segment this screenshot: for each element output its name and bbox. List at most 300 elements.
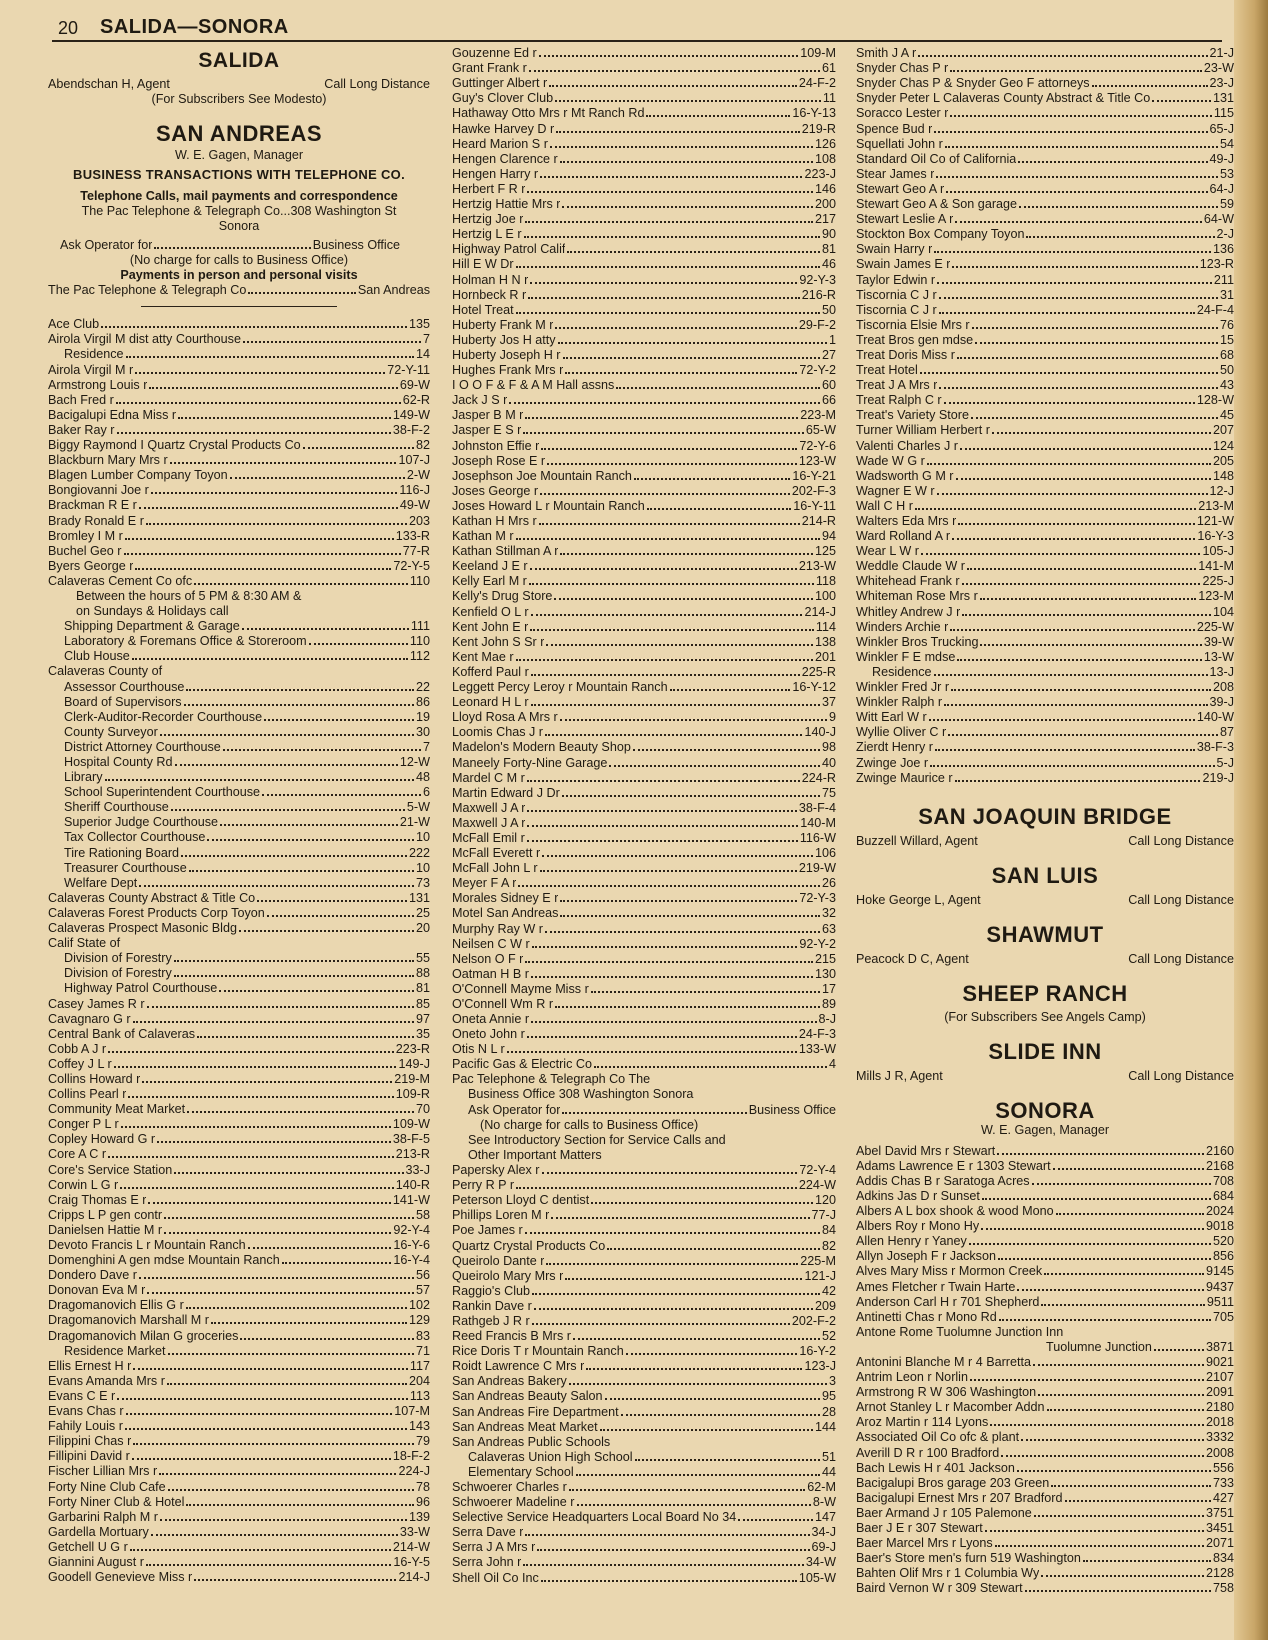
listing-phone: 126	[814, 136, 836, 151]
listing-name: Joseph Rose E r	[452, 453, 546, 468]
listing-row	[856, 559, 1234, 574]
listing-row	[452, 257, 836, 272]
leader-dots	[577, 1504, 811, 1506]
leader-dots	[562, 1112, 746, 1114]
listing-row	[48, 1087, 430, 1102]
listing-name: Clerk-Auditor-Recorder Courthouse	[64, 709, 263, 724]
listing-row	[856, 378, 1234, 393]
listing-name: Taylor Edwin r	[856, 272, 936, 287]
leader-dots	[962, 583, 1201, 585]
listing-name: Treat Doris Miss r	[856, 347, 955, 362]
leader-dots	[516, 1187, 797, 1189]
listing-row	[48, 498, 430, 513]
listing-name: Domenghini A gen mdse Mountain Ranch	[48, 1253, 280, 1268]
listing-name: Zwinge Joe r	[856, 755, 929, 770]
listing-name: Loomis Chas J r	[452, 725, 543, 740]
listing-phone: 34-W	[805, 1555, 836, 1570]
listing-name: Bach Fred r	[48, 392, 114, 407]
listing-row	[452, 1570, 836, 1585]
listing-row	[48, 1495, 430, 1510]
listing-name: Tiscornia C J r	[856, 302, 937, 317]
town-heading-sonora: SONORA	[995, 1097, 1095, 1123]
listing-row	[452, 1495, 836, 1510]
listing-name: Standard Oil Co of California	[856, 151, 1017, 166]
listing-phone: 217	[814, 212, 836, 227]
listing-name: Board of Supervisors	[64, 694, 182, 709]
listing-row	[48, 830, 430, 845]
listing-name: Filippini Chas r	[48, 1434, 132, 1449]
leader-dots	[550, 146, 813, 148]
listing-row	[48, 1525, 430, 1540]
listing-row	[856, 1249, 1234, 1264]
leader-dots	[211, 1322, 407, 1324]
business-office-label: Business Office	[312, 238, 400, 253]
listing-name: Residence Market	[64, 1343, 166, 1358]
listing-name: San Andreas Fire Department	[452, 1404, 619, 1419]
listing-name: Baird Vernon W r 309 Stewart	[856, 1581, 1023, 1596]
listing-name: Adams Lawrence E r 1303 Stewart	[856, 1158, 1051, 1173]
listing-name: Evans C E r	[48, 1388, 116, 1403]
listing-row	[452, 197, 836, 212]
listing-row	[856, 363, 1234, 378]
listing-name: Antonini Blanche M r 4 Barretta	[856, 1355, 1032, 1369]
leader-dots	[167, 1383, 407, 1385]
listing-name: Rathgeb J R r	[452, 1313, 530, 1328]
listing-name: Core's Service Station	[48, 1162, 173, 1177]
listing-row	[856, 740, 1234, 755]
leader-dots	[594, 1066, 827, 1068]
listing-phone: 223-J	[804, 166, 836, 181]
listing-name: Albers Roy r Mono Hy	[856, 1219, 980, 1234]
leader-dots	[133, 1368, 408, 1370]
listing-row	[452, 152, 836, 167]
leader-dots	[565, 372, 797, 374]
listing-phone: 85	[415, 996, 430, 1011]
leader-dots	[189, 870, 414, 872]
listing-phone: 834	[1212, 1551, 1234, 1566]
listing-row	[452, 1238, 836, 1253]
listing-row	[452, 1510, 836, 1525]
listing-row	[856, 333, 1234, 348]
leader-dots	[1033, 1364, 1204, 1366]
leader-dots	[950, 70, 1202, 72]
listing-name: Fahily Louis r	[48, 1419, 123, 1434]
listing-name: Ames Fletcher r Twain Harte	[856, 1279, 1016, 1294]
listing-phone: 125	[814, 544, 836, 559]
listing-phone: 705	[1212, 1309, 1234, 1324]
leader-dots	[181, 855, 407, 857]
listing-row	[856, 589, 1234, 604]
listing-row	[856, 1551, 1234, 1566]
listing-name: Baer Armand J r 105 Palemone	[856, 1505, 1032, 1520]
listing-row	[452, 454, 836, 469]
leader-dots	[999, 1319, 1211, 1321]
listing-phone: 131	[408, 890, 430, 905]
listing-phone: 48	[415, 770, 430, 785]
listing-phone: 114	[815, 619, 836, 634]
listing-name: Phillips Loren M r	[452, 1208, 550, 1223]
listing-row	[48, 1072, 430, 1087]
leader-dots	[531, 1021, 816, 1023]
leader-dots	[142, 1081, 392, 1083]
listing-phone: 34-J	[811, 1525, 836, 1540]
leader-dots	[939, 312, 1195, 314]
listing-name: Hornbeck R r	[452, 287, 527, 302]
listing-name: Cobb A J r	[48, 1041, 107, 1056]
listing-row	[48, 1389, 430, 1404]
listing-row	[452, 378, 836, 393]
listing-phone: 138	[814, 634, 836, 649]
listing-name: Adkins Jas D r Sunset	[856, 1188, 980, 1203]
leader-dots	[242, 628, 409, 630]
leader-dots	[937, 493, 1208, 495]
listing-list-sonora	[856, 1144, 1234, 1597]
leader-dots	[1038, 1394, 1204, 1396]
listing-name: Hertzig L E r	[452, 227, 522, 242]
listing-name: Calaveras Prospect Masonic Bldg	[48, 921, 237, 936]
listing-row	[452, 650, 836, 665]
listing-phone: 116-J	[399, 483, 430, 498]
leader-dots	[982, 1198, 1211, 1200]
payments-heading: Payments in person and personal visits	[120, 268, 358, 283]
listing-name: Hughes Frank Mrs r	[452, 363, 564, 378]
listing-phone: 213-R	[395, 1147, 430, 1162]
leader-dots	[936, 176, 1218, 178]
listing-row	[48, 800, 430, 815]
listing-name: Winkler Bros Trucking	[856, 634, 979, 649]
listing-phone: 62-M	[807, 1480, 836, 1494]
listing-phone: 12-J	[1209, 483, 1234, 498]
leader-dots	[1092, 85, 1208, 87]
listing-phone: 23-J	[1209, 76, 1234, 91]
listing-row	[48, 453, 430, 468]
leader-dots	[523, 432, 804, 434]
listing-row	[48, 1464, 430, 1479]
listing-row	[48, 362, 430, 377]
leader-dots	[957, 357, 1218, 359]
listing-name: Treat Bros gen mdse	[856, 332, 974, 347]
listing-row	[452, 1450, 836, 1465]
listing-name: Motel San Andreas	[452, 906, 559, 921]
listing-name: Baer J E r 307 Stewart	[856, 1521, 983, 1536]
leader-dots	[634, 478, 790, 480]
listing-row	[48, 981, 430, 996]
leader-dots	[194, 1579, 396, 1581]
listing-row	[452, 1193, 836, 1208]
listing-phone: 13-J	[1209, 664, 1234, 679]
listing-row	[856, 650, 1234, 665]
town-agent: Mills J R, Agent	[856, 1068, 943, 1083]
page-header	[52, 16, 1222, 40]
listing-row	[856, 197, 1234, 212]
listing-phone: 116-W	[799, 830, 836, 845]
leader-dots	[175, 764, 398, 766]
listing-row	[452, 589, 836, 604]
leader-dots	[633, 749, 820, 751]
leader-dots	[927, 463, 1211, 465]
listing-name: Bongiovanni Joe r	[48, 483, 149, 498]
leader-dots	[146, 1564, 391, 1566]
listing-phone: 61	[821, 61, 836, 76]
leader-dots	[133, 1443, 414, 1445]
leader-dots	[591, 1202, 813, 1204]
no-charge-note: (No charge for calls to Business Office)	[129, 253, 349, 268]
listing-phone: 19	[415, 709, 430, 724]
listing-row	[48, 1012, 430, 1027]
listing-name: Mardel C M r	[452, 770, 525, 785]
listing-phone: 3751	[1205, 1505, 1234, 1520]
leader-dots	[546, 1263, 798, 1265]
leader-dots	[565, 1278, 802, 1280]
listing-name: Winkler Ralph r	[856, 695, 943, 710]
leader-dots	[558, 342, 827, 344]
listing-phone: 105-J	[1202, 544, 1234, 559]
listing-row	[856, 1219, 1234, 1234]
leader-dots	[992, 432, 1211, 434]
listing-phone: 2071	[1205, 1536, 1234, 1551]
listing-name: Queirolo Dante r	[452, 1253, 545, 1268]
listing-row	[452, 906, 836, 921]
listing-row	[452, 665, 836, 680]
leader-dots	[174, 1172, 403, 1174]
listing-name: Ace Club	[48, 317, 100, 332]
leader-dots	[537, 1549, 809, 1551]
listing-name: Highway Patrol Courthouse	[64, 981, 218, 996]
listing-row	[856, 137, 1234, 152]
listing-name: Schwoerer Charles r	[452, 1480, 567, 1494]
leader-dots	[975, 342, 1218, 344]
leader-dots	[967, 568, 1196, 570]
listing-phone: 28	[821, 1404, 836, 1419]
listing-name: Hotel Treat	[452, 302, 514, 317]
listing-name: Getchell U G r	[48, 1539, 128, 1554]
leader-dots	[569, 1489, 806, 1491]
listing-phone: 147	[814, 1510, 836, 1525]
listing-row	[452, 1480, 836, 1495]
listing-phone: 2018	[1205, 1415, 1234, 1430]
leader-dots	[121, 1126, 391, 1128]
listing-phone: 13-W	[1203, 649, 1234, 664]
listing-phone: 2091	[1205, 1385, 1234, 1400]
listing-phone: 33-J	[405, 1162, 430, 1177]
listing-row	[48, 1540, 430, 1555]
listing-name: Bacigalupi Bros garage 203 Green	[856, 1475, 1050, 1490]
listing-name: Jasper B M r	[452, 408, 524, 423]
listing-phone: 81	[415, 981, 430, 996]
listing-phone: 24-F-2	[798, 76, 836, 91]
listing-phone: 45	[1219, 408, 1234, 423]
listing-phone: 72-Y-6	[799, 438, 836, 453]
leader-dots	[937, 282, 1212, 284]
leader-dots	[230, 477, 405, 479]
listing-name: McFall Emil r	[452, 830, 525, 845]
listing-row	[48, 1208, 430, 1223]
listing-name: Forty Niner Club & Hotel	[48, 1494, 185, 1509]
listing-phone: 38-F-5	[392, 1132, 430, 1147]
listing-phone: 83	[415, 1328, 430, 1343]
listing-phone: 109-M	[800, 46, 836, 61]
listing-name: Serra J A Mrs r	[452, 1540, 536, 1555]
listing-row	[856, 1370, 1234, 1385]
listing-phone: 225-W	[1196, 619, 1234, 634]
listing-phone: 8-W	[812, 1495, 836, 1510]
listing-name: Madelon's Modern Beauty Shop	[452, 740, 631, 755]
listing-row	[856, 529, 1234, 544]
listing-row	[48, 996, 430, 1011]
listing-name: Central Bank of Calaveras	[48, 1026, 195, 1041]
listing-name: Poe James r	[452, 1223, 523, 1238]
listing-phone: 16-Y-3	[1197, 529, 1234, 544]
listing-row	[452, 333, 836, 348]
listing-row	[856, 393, 1234, 408]
leader-dots	[957, 659, 1202, 661]
listing-phone: 2-J	[1216, 227, 1234, 242]
leader-dots	[146, 523, 407, 525]
listing-name: Garbarini Ralph M r	[48, 1509, 158, 1524]
listing-phone: 44	[821, 1464, 836, 1479]
listing-phone: 24-F-3	[798, 1027, 836, 1042]
listing-row	[48, 770, 430, 785]
leader-dots	[1051, 1485, 1211, 1487]
listing-name: School Superintendent Courthouse	[64, 785, 261, 800]
town-agent-line	[856, 834, 1234, 849]
listing-name: Aroz Martin r 114 Lyons	[856, 1415, 989, 1430]
listing-phone: 87	[1219, 725, 1234, 740]
listing-row	[856, 469, 1234, 484]
leader-dots	[257, 900, 407, 902]
listing-phone: 59	[1219, 197, 1234, 212]
listing-row	[48, 317, 430, 332]
leader-dots	[531, 704, 820, 706]
listing-phone: 37	[821, 695, 836, 710]
listing-row	[856, 665, 1234, 680]
listing-name: Goodell Genevieve Miss r	[48, 1570, 193, 1585]
listing-phone: 104	[1212, 604, 1234, 619]
listing-name: Kathan H Mrs r	[452, 514, 537, 528]
leader-dots	[1065, 1500, 1211, 1502]
listing-phone: 9511	[1206, 1294, 1234, 1309]
listing-phone: 89	[821, 997, 836, 1011]
listing-row	[452, 318, 836, 333]
leader-dots	[530, 568, 797, 570]
leader-dots	[560, 900, 797, 902]
leader-dots	[626, 1353, 798, 1355]
listing-row	[48, 1193, 430, 1208]
listing-name: Calaveras Forest Products Corp Toyon	[48, 905, 265, 920]
listing-name: Tire Rationing Board	[64, 845, 180, 860]
listing-row	[48, 1283, 430, 1298]
listing-row	[452, 227, 836, 242]
listing-name: Turner William Herbert r	[856, 423, 990, 438]
listing-row	[856, 76, 1234, 91]
listing-phone: 84	[821, 1223, 836, 1238]
listing-phone: 856	[1212, 1249, 1234, 1264]
listing-row	[48, 423, 430, 438]
listing-row	[48, 1178, 430, 1193]
leader-dots	[186, 1504, 414, 1506]
leader-dots	[562, 206, 813, 208]
listing-row	[452, 710, 836, 725]
listing-row	[48, 1555, 430, 1570]
leader-dots	[955, 221, 1202, 223]
listing-phone: 149-W	[392, 407, 430, 422]
listing-row	[452, 272, 836, 287]
listing-row	[452, 1027, 836, 1042]
leader-dots	[532, 946, 798, 948]
town-agent-right: Call Long Distance	[1128, 951, 1234, 966]
listing-row	[48, 755, 430, 770]
listing-row	[452, 544, 836, 559]
leader-dots	[952, 538, 1195, 540]
listing-row	[48, 1570, 430, 1585]
listing-name: Selective Service Headquarters Local Board No 34	[452, 1510, 737, 1525]
listing-phone: 135	[408, 317, 430, 332]
listing-phone: 112	[409, 649, 430, 664]
listing-phone: 9	[828, 710, 836, 725]
leader-dots	[164, 1217, 414, 1219]
leader-dots	[609, 765, 820, 767]
listing-row	[48, 1268, 430, 1283]
listing-phone: 118	[815, 574, 836, 589]
leader-dots	[980, 644, 1201, 646]
listing-phone: 225-J	[1202, 574, 1234, 589]
listing-name: Ward Rolland A r	[856, 529, 951, 544]
town-note: (For Subscribers See Angels Camp)	[944, 1009, 1146, 1024]
listing-row	[452, 303, 836, 318]
listing-phone: 123-J	[804, 1359, 836, 1374]
listing-row	[48, 393, 430, 408]
listing-name: Addis Chas B r Saratoga Acres	[856, 1173, 1030, 1188]
listing-phone: 3332	[1205, 1430, 1234, 1445]
listing-phone: 75	[821, 785, 836, 800]
listing-name: Walters Eda Mrs r	[856, 514, 957, 528]
leader-dots	[101, 326, 407, 328]
listing-name: Coffey J L r	[48, 1056, 112, 1071]
listing-phone: 25	[415, 905, 430, 920]
listing-row	[856, 484, 1234, 499]
listing-phone: 2024	[1205, 1204, 1234, 1219]
listing-phone: 146	[814, 181, 836, 196]
listing-name: Otis N L r	[452, 1042, 505, 1057]
listing-row	[452, 1223, 836, 1238]
town-agent: Buzzell Willard, Agent	[856, 833, 978, 848]
leader-dots	[267, 915, 414, 917]
leader-dots	[952, 266, 1197, 268]
listing-phone: 225-R	[801, 664, 836, 679]
listing-name: Queirolo Mary Mrs r	[452, 1268, 564, 1283]
listing-name: Arnot Stanley L r Macomber Addn	[856, 1400, 1045, 1415]
listing-row	[48, 1374, 430, 1389]
listing-phone: 219-W	[798, 861, 836, 876]
listing-row	[856, 635, 1234, 650]
listing-name: Bacigalupi Ernest Mrs r 207 Bradford	[856, 1490, 1063, 1505]
listing-row	[452, 786, 836, 801]
listing-name: Valenti Charles J r	[856, 438, 958, 453]
listing-name: Wadsworth G M r	[856, 468, 954, 483]
listing-phone: 222	[408, 845, 430, 860]
leader-dots	[1019, 206, 1218, 208]
listing-phone: 65-W	[805, 423, 836, 438]
listing-row	[452, 1389, 836, 1404]
listing-row	[856, 574, 1234, 589]
leader-dots	[1056, 1213, 1204, 1215]
leader-dots	[149, 387, 398, 389]
leader-dots	[516, 266, 820, 268]
listing-name: Roidt Lawrence C Mrs r	[452, 1359, 585, 1374]
column-1	[48, 46, 430, 1585]
listing-row	[48, 921, 430, 936]
leader-dots	[139, 507, 398, 509]
